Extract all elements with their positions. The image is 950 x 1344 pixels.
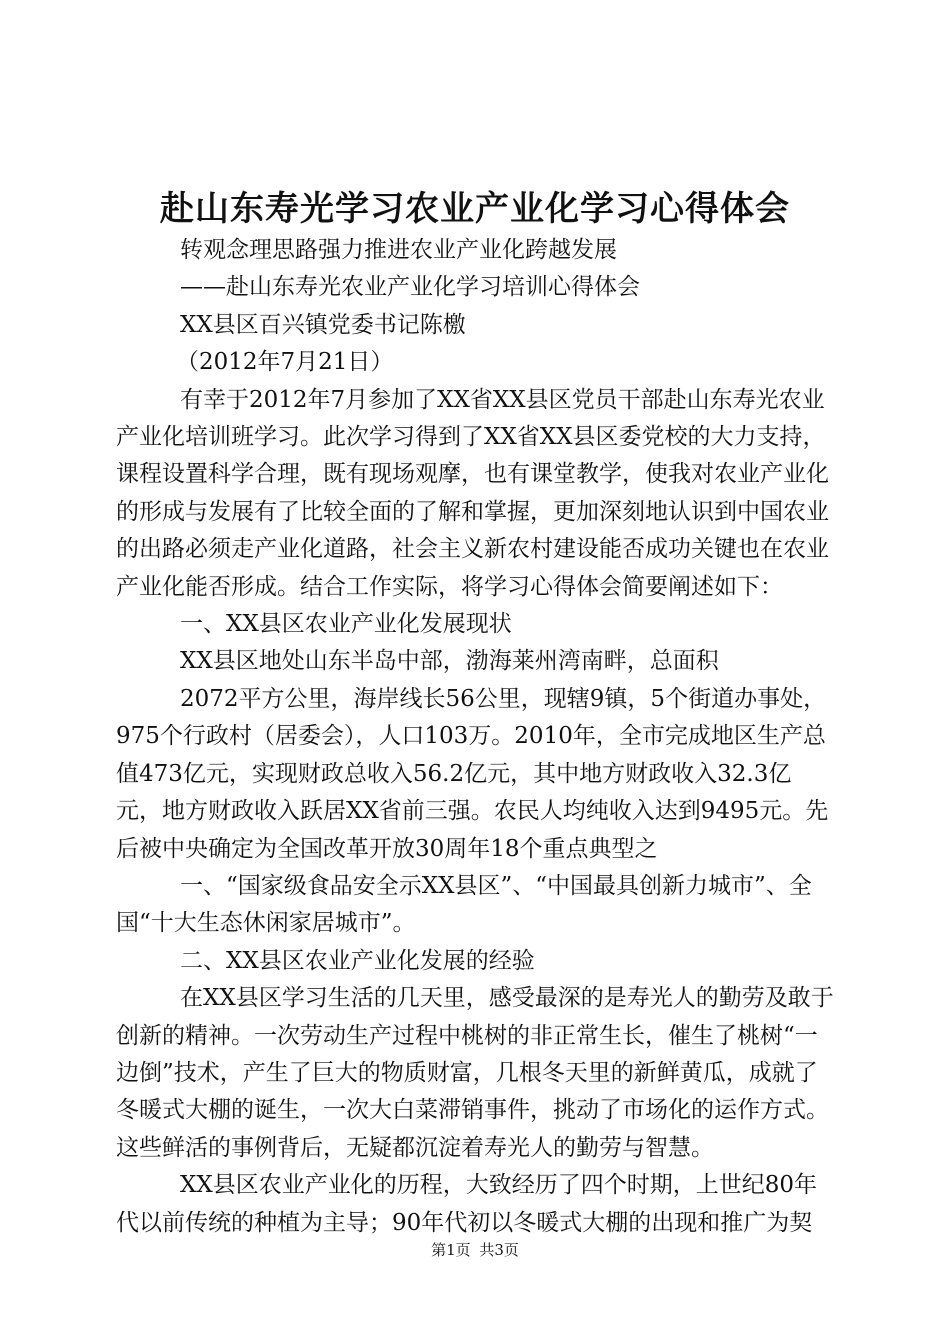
- date-line: （2012年7月21日）: [176, 349, 394, 376]
- subtitle-secondary-line: ——赴山东寿光农业产业化学习培训心得体会: [180, 274, 640, 301]
- body-paragraph: 一、“国家级食品安全示XX县区”、“中国最具创新力城市”、全国“十大生态休闲家居城市”。: [116, 872, 812, 937]
- document-body: [116, 232, 836, 1242]
- body-paragraph: XX县区地处山东半岛中部，渤海莱州湾南畔，总面积: [180, 648, 719, 675]
- body-paragraph: XX县区农业产业化的历程，大致经历了四个时期，上世纪80年代以前传统的种植为主导；90年代初以冬暖式大棚的出现和推广为契: [116, 1172, 818, 1236]
- section-heading: 二、XX县区农业产业化发展的经验: [180, 947, 535, 974]
- author-line: XX县区百兴镇党委书记陈檄: [180, 311, 466, 338]
- page-total: 共3页: [479, 1241, 519, 1259]
- page-footer: [0, 1240, 950, 1260]
- body-paragraph: 在XX县区学习生活的几天里，感受最深的是寿光人的勤劳及敢于创新的精神。一次劳动生产过程中桃树的非正常生长，催生了桃树“一边倒”技术，产生了巨大的物质财富，几根冬天里的新鲜黄瓜，成就了冬暖式大棚的诞生，一次大白菜滞销事件，挑动了市场化的运作方式。这些鲜活的事例背后，无疑都沉淀着寿光人的勤劳与智慧。: [116, 985, 834, 1161]
- page-number: 第1页: [431, 1241, 471, 1259]
- body-paragraph: 有幸于2012年7月参加了XX省XX县区党员干部赴山东寿光农业产业化培训班学习。此次学习得到了XX省XX县区委党校的大力支持，课程设置科学合理，既有现场观摩，也有课堂教学，使我对农业产业化的形成与发展有了比较全面的了解和掌握，更加深刻地认识到中国农业的出路必须走产业化道路，社会主义新农村建设能否成功关键也在农业产业化能否形成。结合工作实际，将学习心得体会简要阐述如下：: [116, 386, 829, 600]
- section-heading: 一、XX县区农业产业化发展现状: [180, 611, 512, 638]
- body-paragraph: 2072平方公里，海岸线长56公里，现辖9镇，5个街道办事处，975个行政村（居委会），人口103万。2010年，全市完成地区生产总值473亿元，实现财政总收入56.2亿元，其中地方财政收入32.3亿元，地方财政收入跃居XX省前三强。农民人均纯收入达到9495元。先后被中央确定为全国改革开放30周年18个重点典型之: [116, 685, 829, 862]
- document-title: 赴山东寿光学习农业产业化学习心得体会: [160, 189, 790, 229]
- subtitle-line: 转观念理思路强力推进农业产业化跨越发展: [180, 237, 617, 263]
